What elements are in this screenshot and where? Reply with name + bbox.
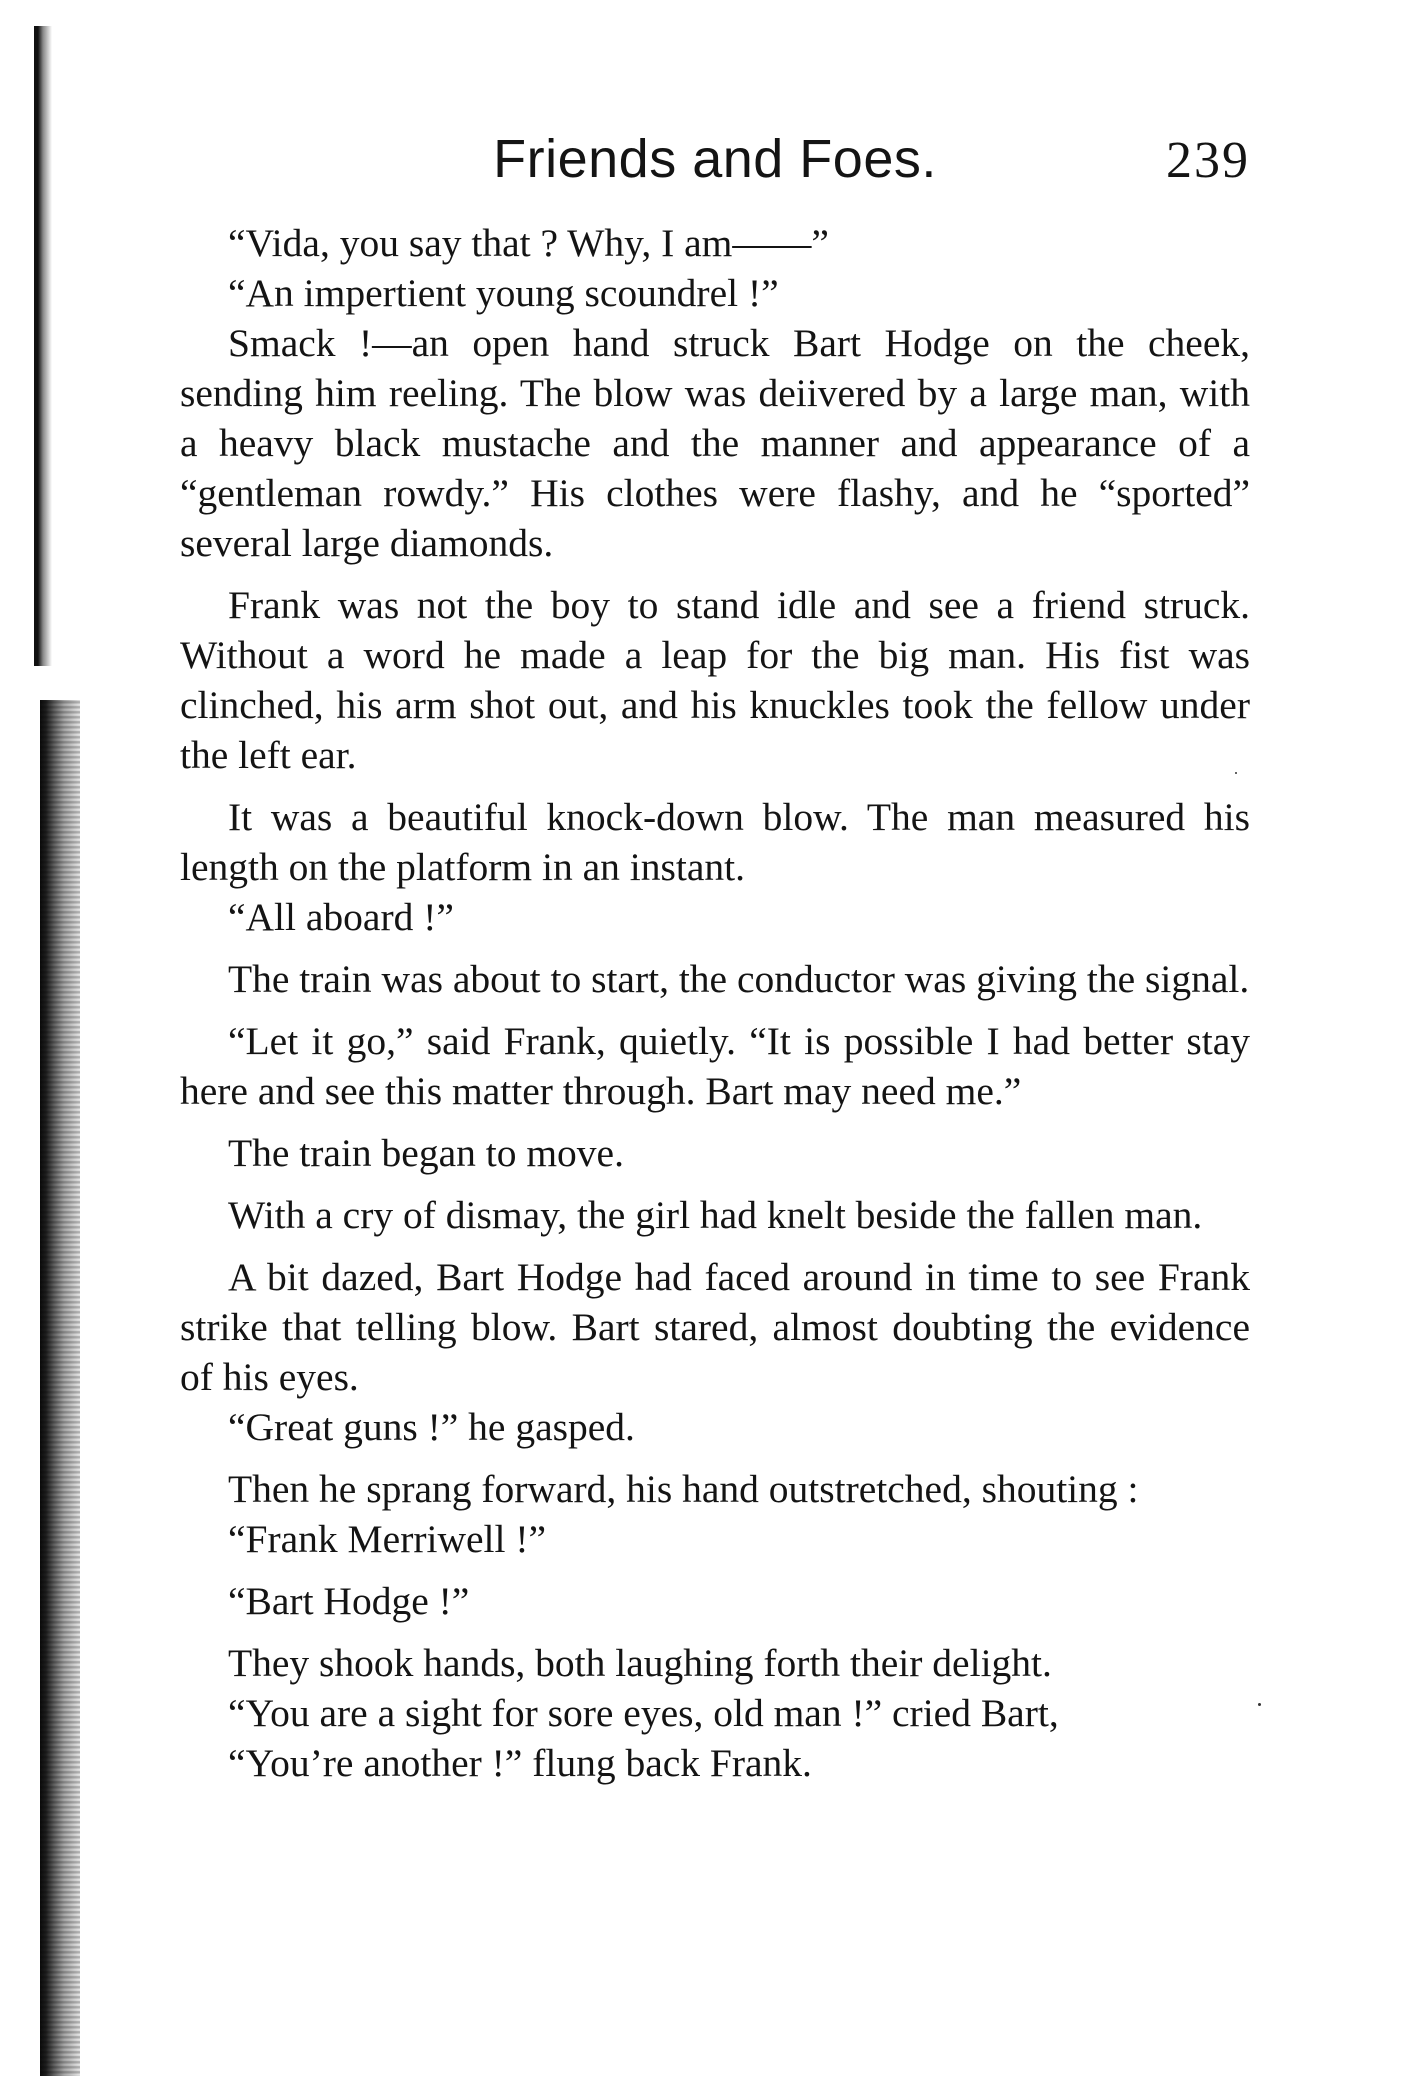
paragraph: With a cry of dismay, the girl had knelt beside the fallen man. (228, 1193, 1203, 1237)
page-header (180, 124, 1250, 194)
paragraph: “An impertient young scoundrel !” (228, 271, 779, 315)
paragraph: “Bart Hodge !” (228, 1579, 470, 1623)
page-number: 239 (1166, 132, 1250, 189)
paragraph: The train was about to start, the conductor was giving the signal. (228, 957, 1250, 1001)
running-title: Friends and Foes. (493, 129, 937, 189)
paragraph: “Let it go,” said Frank, quietly. “It is possible I had better stay here and see this matter through. Bart may need me.” (180, 1019, 1250, 1113)
scan-speck (1258, 1703, 1261, 1706)
paragraph: They shook hands, both laughing forth their delight. (228, 1641, 1052, 1685)
paragraph: It was a beautiful knock-down blow. The man measured his length on the platform in an instant. (180, 795, 1250, 889)
paragraph: Smack !—an open hand struck Bart Hodge on the cheek, sending him reeling. The blow was deiivered by a large man, with a heavy black mustache and the manner and appearance of a “gentleman rowdy.” His clothes were flashy, and he “sported” several large diamonds. (180, 321, 1250, 565)
paragraph: “Vida, you say that ? Why, I am——” (228, 221, 829, 265)
body-text (180, 218, 1250, 1788)
paragraph: “Great guns !” he gasped. (228, 1405, 635, 1449)
paragraph: The train began to move. (228, 1131, 624, 1175)
binding-shadow-upper (34, 26, 58, 666)
paragraph: “Frank Merriwell !” (228, 1517, 547, 1561)
paragraph: “You are a sight for sore eyes, old man !” cried Bart, (228, 1691, 1059, 1735)
paragraph: Frank was not the boy to stand idle and see a friend struck. Without a word he made a leap for the big man. His fist was clinched, his arm shot out, and his knuckles took the fellow under the left ear. (180, 583, 1250, 777)
scan-speck (1235, 772, 1237, 774)
paragraph: Then he sprang forward, his hand outstretched, shouting : (228, 1467, 1139, 1511)
paragraph: “All aboard !” (228, 895, 454, 939)
binding-shadow-lower (40, 700, 80, 2076)
paragraph: “You’re another !” flung back Frank. (228, 1741, 812, 1785)
paragraph: A bit dazed, Bart Hodge had faced around in time to see Frank strike that telling blow. Bart stared, almost doubting the evidence of his eyes. (180, 1255, 1250, 1399)
